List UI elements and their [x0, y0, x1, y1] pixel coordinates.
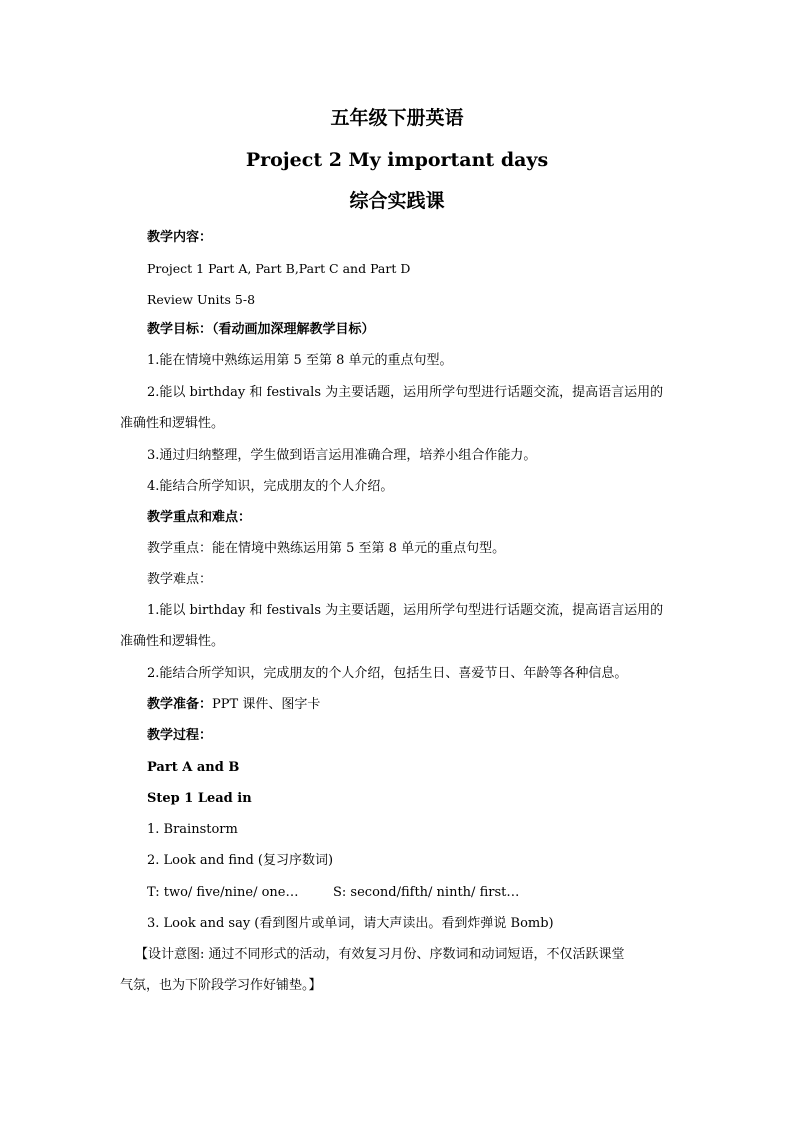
objectives-label: 教学目标：（看动画加深理解教学目标）	[147, 322, 375, 337]
objective-1: 1.能在情境中熟练运用第 5 至第 8 单元的重点句型。	[147, 353, 453, 368]
keypoints-label: 教学重点和难点：	[147, 510, 252, 525]
title-grade: 五年级下册英语	[330, 107, 464, 129]
process-part: Part A and B	[147, 760, 240, 775]
content-label: 教学内容：	[147, 230, 213, 245]
process-step: Step 1 Lead in	[147, 791, 252, 806]
content-line-1: Project 1 Part A, Part B,Part C and Part D	[147, 261, 411, 276]
content-line-2: Review Units 5-8	[147, 292, 256, 307]
design-intent-line-2: 气氛，也为下阶段学习作好铺垫。】	[120, 978, 322, 993]
difficulty-label: 教学难点：	[147, 572, 213, 587]
difficulty-1-line-2: 准确性和逻辑性。	[120, 634, 225, 649]
title-project: Project 2 My important days	[245, 149, 549, 171]
difficulty-2: 2.能结合所学知识，完成朋友的个人介绍，包括生日、喜爱节日、年龄等各种信息。	[147, 666, 628, 681]
teacher-line: T: two/ five/nine/ one…	[147, 885, 299, 900]
design-intent-line-1: 【设计意图: 通过不同形式的活动，有效复习月份、序数词和动词短语，不仅活跃课堂	[135, 947, 625, 962]
title-lesson-type: 综合实践课	[349, 190, 445, 212]
objective-2-line-1: 2.能以 birthday 和 festivals 为主要话题，运用所学句型进行话题交流，提高语言运用的	[147, 385, 664, 400]
student-line: S: second/fifth/ ninth/ first…	[333, 885, 520, 900]
preparation-value: PPT 课件、图字卡	[212, 697, 321, 712]
process-label: 教学过程：	[147, 728, 213, 743]
preparation-row	[147, 696, 320, 714]
key-focus: 教学重点：能在情境中熟练运用第 5 至第 8 单元的重点句型。	[147, 541, 506, 556]
process-item-3: 3. Look and say (看到图片或单词，请大声读出。看到炸弹说 Bomb)	[147, 916, 554, 931]
objective-2-line-2: 准确性和逻辑性。	[120, 416, 225, 431]
difficulty-1-line-1: 1.能以 birthday 和 festivals 为主要话题，运用所学句型进行话题交流，提高语言运用的	[147, 603, 664, 618]
objective-4: 4.能结合所学知识，完成朋友的个人介绍。	[147, 479, 394, 494]
objective-3: 3.通过归纳整理，学生做到语言运用准确合理，培养小组合作能力。	[147, 448, 537, 463]
preparation-label: 教学准备：	[147, 697, 213, 712]
process-item-2: 2. Look and find (复习序数词)	[147, 853, 334, 868]
process-item-1: 1. Brainstorm	[147, 822, 238, 837]
